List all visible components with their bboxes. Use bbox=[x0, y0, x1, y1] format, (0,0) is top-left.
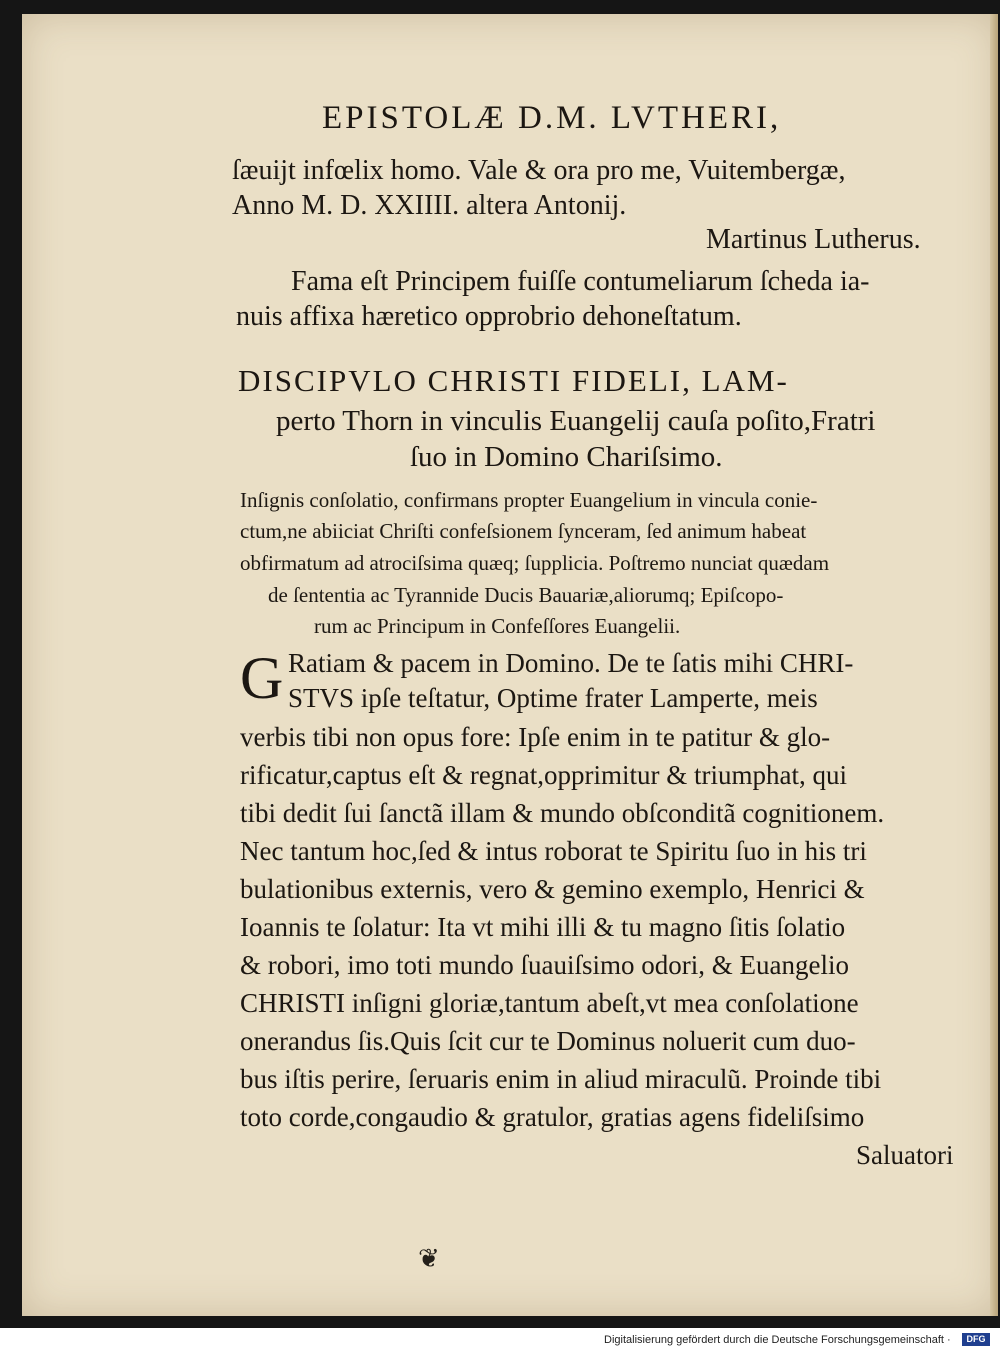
body-line: onerandus ſis.Quis ſcit cur te Dominus noluerit cum duo- bbox=[240, 1026, 856, 1056]
running-header: EPISTOLÆ D.M. LVTHERI, bbox=[322, 100, 782, 136]
letter-end-line: Anno M. D. XXIIII. altera Antonij. bbox=[232, 190, 627, 221]
digitization-credit: Digitalisierung gefördert durch die Deutsche Forschungsgemeinschaft · bbox=[604, 1334, 951, 1346]
body-line: STVS ipſe teſtatur, Optime frater Lamperte, meis bbox=[288, 683, 818, 713]
letter-title-line: DISCIPVLO CHRISTI FIDELI, LAM- bbox=[238, 363, 789, 398]
body-line: Ratiam & pacem in Domino. De te ſatis mihi CHRI- bbox=[288, 648, 854, 678]
note-line: nuis affixa hæretico opprobrio dehoneſtatum. bbox=[236, 301, 742, 332]
body-line: verbis tibi non opus fore: Ipſe enim in te patitur & glo- bbox=[240, 722, 831, 752]
body-line: tibi dedit ſui ſanctã illam & mundo obſconditã cognitionem. bbox=[240, 798, 885, 828]
body-line: bulationibus externis, vero & gemino exemplo, Henrici & bbox=[240, 874, 865, 904]
letter-title-line: ſuo in Domino Chariſsimo. bbox=[410, 441, 723, 473]
page-edge bbox=[990, 14, 998, 1316]
body-line: CHRISTI inſigni gloriæ,tantum abeſt,vt mea conſolatione bbox=[240, 988, 859, 1018]
summary-line: obfirmatum ad atrociſsima quæq; ſupplicia. Poſtremo nunciat quædam bbox=[240, 551, 830, 575]
signature: Martinus Lutherus. bbox=[706, 224, 921, 255]
body-line: Nec tantum hoc,ſed & intus roborat te Spiritu ſuo in his tri bbox=[240, 836, 867, 866]
summary-line: rum ac Principum in Confeſſores Euangelii. bbox=[314, 614, 681, 638]
body-line: Ioannis te ſolatur: Ita vt mihi illi & tu magno ſitis ſolatio bbox=[240, 912, 846, 942]
drop-initial: G bbox=[240, 645, 284, 711]
summary-line: Inſignis conſolatio, confirmans propter Euangelium in vincula conie- bbox=[240, 488, 818, 512]
summary-line: de ſententia ac Tyrannide Ducis Bauariæ,aliorumq; Epiſcopo- bbox=[268, 583, 784, 607]
letter-end-line: ſæuijt infœlix homo. Vale & ora pro me, Vuitembergæ, bbox=[232, 155, 846, 186]
summary-line: ctum,ne abiiciat Chriſti confeſsionem ſynceram, ſed animum habeat bbox=[240, 519, 807, 543]
note-line: Fama eſt Principem fuiſſe contumeliarum ſcheda ia- bbox=[291, 266, 870, 297]
dfg-logo: DFG bbox=[962, 1333, 990, 1346]
fleuron-ornament-icon: ❦ bbox=[418, 1244, 440, 1273]
body-line: bus iſtis perire, ſeruaris enim in aliud miraculũ. Proinde tibi bbox=[240, 1064, 882, 1094]
catchword: Saluatori bbox=[856, 1140, 954, 1170]
body-line: & robori, imo toti mundo ſuauiſsimo odori, & Euangelio bbox=[240, 950, 849, 980]
letter-title-line: perto Thorn in vinculis Euangelij cauſa poſito,Fratri bbox=[276, 405, 876, 437]
body-line: rificatur,captus eſt & regnat,opprimitur & triumphat, qui bbox=[240, 760, 848, 790]
body-line: toto corde,congaudio & gratulor, gratias agens fideliſsimo bbox=[240, 1102, 865, 1132]
